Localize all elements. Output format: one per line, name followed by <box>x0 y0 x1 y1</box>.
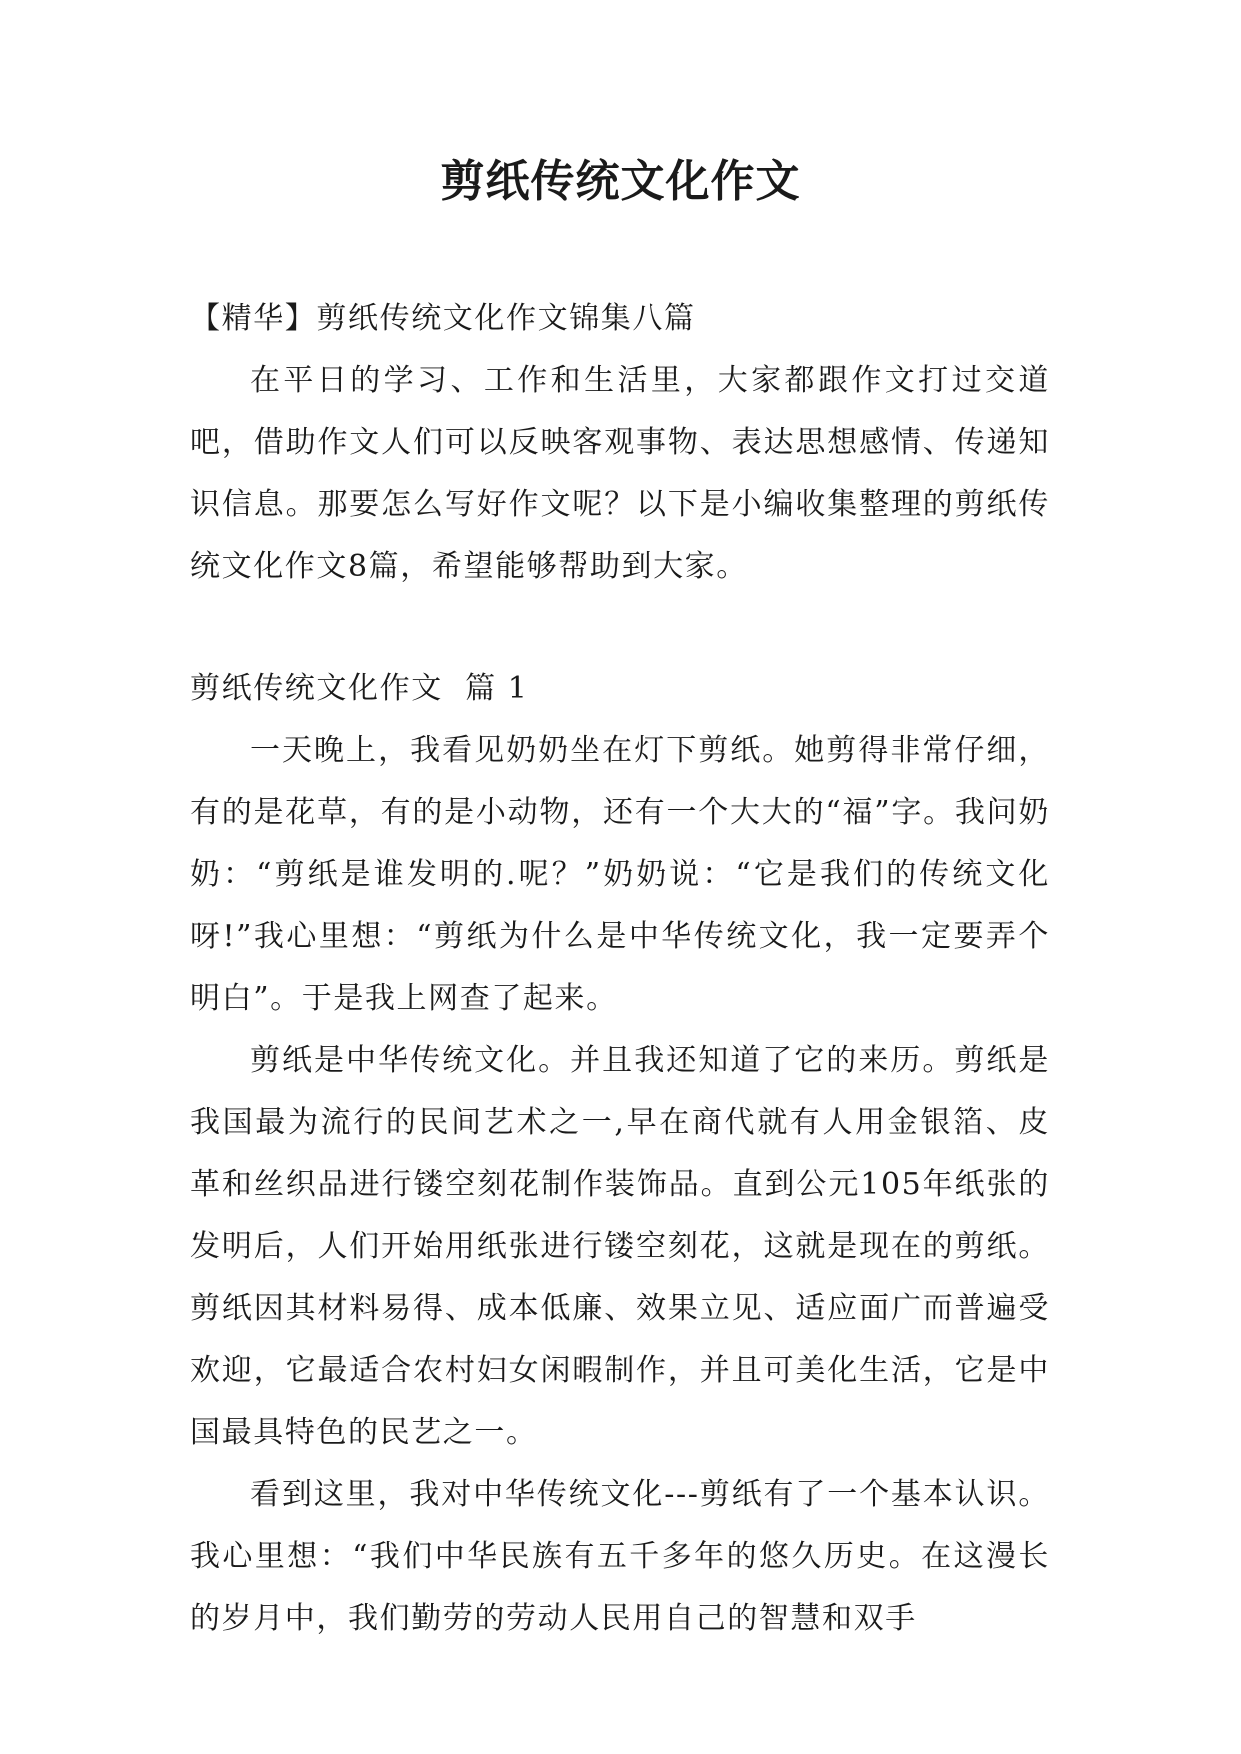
body-paragraph: 看到这里，我对中华传统文化---剪纸有了一个基本认识。我心里想：“我们中华民族有五千多年的悠久历史。在这漫长的岁月中，我们勤劳的劳动人民用自己的智慧和双手 <box>190 1477 1050 1636</box>
page-title: 剪纸传统文化作文 <box>440 156 801 207</box>
body-paragraph: 剪纸是中华传统文化。并且我还知道了它的来历。剪纸是我国最为流行的民间艺术之一,早在商代就有人用金银箔、皮革和丝织品进行镂空刻花制作装饰品。直到公元105年纸张的发明后，人们开始用纸张进行镂空刻花，这就是现在的剪纸。剪纸因其材料易得、成本低廉、效果立见、适应面广而普遍受欢迎，它最适合农村妇女闲暇制作，并且可美化生活，它是中国最具特色的民艺之一。 <box>190 1043 1050 1450</box>
intro-paragraph: 在平日的学习、工作和生活里，大家都跟作文打过交道吧，借助作文人们可以反映客观事物、表达思想感情、传递知识信息。那要怎么写好作文呢？以下是小编收集整理的剪纸传统文化作文8篇，希望能够帮助到大家。 <box>190 363 1050 584</box>
section-heading: 剪纸传统文化作文 篇 1 <box>190 671 529 706</box>
body-paragraph: 一天晚上，我看见奶奶坐在灯下剪纸。她剪得非常仔细，有的是花草，有的是小动物，还有一个大大的“福”字。我问奶奶：“剪纸是谁发明的.呢？”奶奶说：“它是我们的传统文化呀!”我心里想：“剪纸为什么是中华传统文化，我一定要弄个明白”。于是我上网查了起来。 <box>190 733 1050 1016</box>
document-subtitle: 【精华】剪纸传统文化作文锦集八篇 <box>190 301 696 336</box>
document-body <box>190 288 1050 1650</box>
